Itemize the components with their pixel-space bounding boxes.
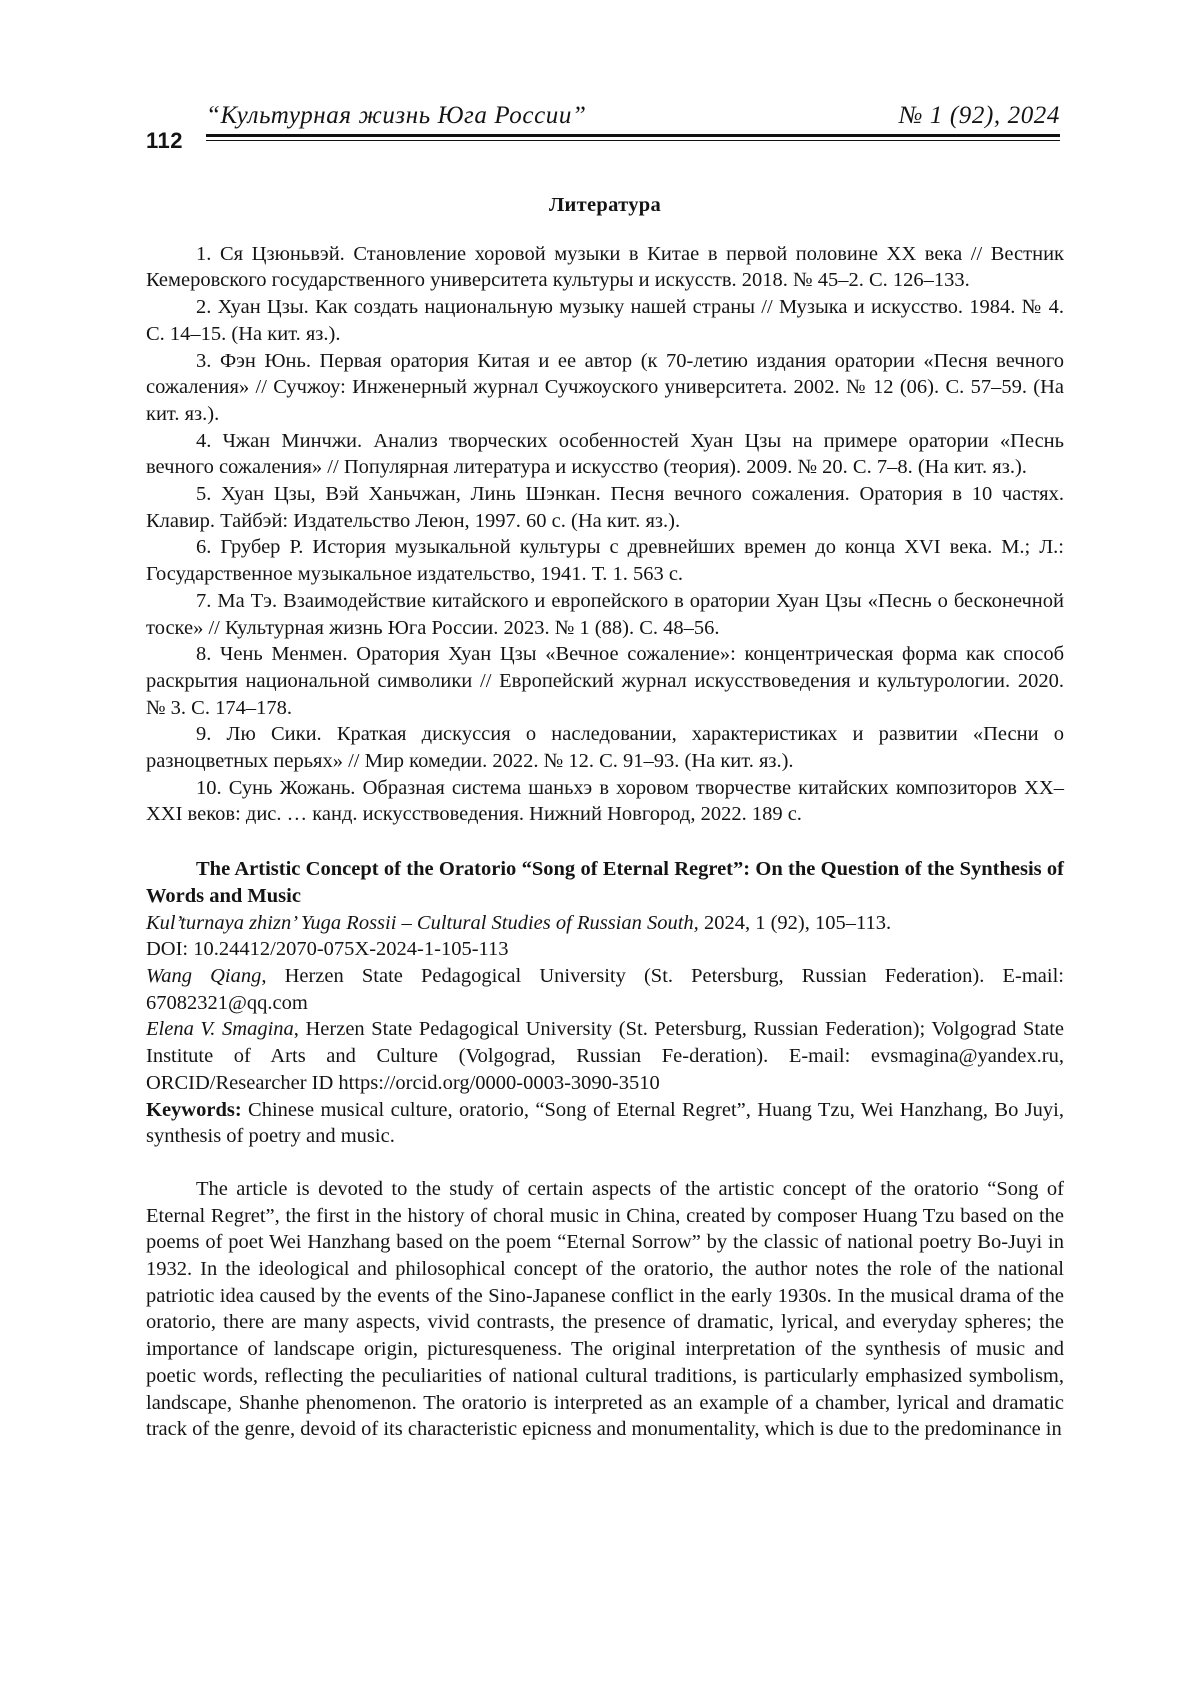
citation — [146, 910, 1064, 937]
keywords-label: Keywords: — [146, 1099, 242, 1121]
citation-journal: Kul’turnaya zhizn’ Yuga Rossii – Cultural Studies of Russian South, — [146, 912, 699, 934]
reference-item: 8. Чень Менмен. Оратория Хуан Цзы «Вечное сожаление»: концентрическая форма как способ раскрытия национальной символики // Европейский журнал искусствоведения и культурологии. 2020. № 3. С. 174–178. — [146, 641, 1064, 721]
reference-item: 5. Хуан Цзы, Вэй Ханьчжан, Линь Шэнкан. Песня вечного сожаления. Оратория в 10 частях. Клавир. Тайбэй: Издательство Леюн, 1997. 60 с. (На кит. яз.). — [146, 481, 1064, 534]
author-2-name: Elena V. Smagina — [146, 1018, 294, 1040]
reference-item: 6. Грубер Р. История музыкальной культуры с древнейших времен до конца XVI века. М.; Л.: Государственное музыкальное издательство, 1941. Т. 1. 563 с. — [146, 534, 1064, 587]
references-heading: Литература — [146, 192, 1064, 219]
keywords — [146, 1097, 1064, 1150]
page-number: 112 — [146, 128, 183, 154]
doi: DOI: 10.24412/2070-075X-2024-1-105-113 — [146, 936, 1064, 963]
references-list — [146, 241, 1064, 828]
reference-item: 9. Лю Сики. Краткая дискуссия о наследовании, характеристиках и развитии «Песни о разноцветных перьях» // Мир комедии. 2022. № 12. С. 91–93. (На кит. яз.). — [146, 721, 1064, 774]
reference-item: 2. Хуан Цзы. Как создать национальную музыку нашей страны // Музыка и искусство. 1984. № 4. С. 14–15. (На кит. яз.). — [146, 294, 1064, 347]
main-content — [146, 192, 1064, 1443]
reference-item: 7. Ма Тэ. Взаимодействие китайского и европейского в оратории Хуан Цзы «Песнь о бесконечной тоске» // Культурная жизнь Юга России. 2023. № 1 (88). С. 48–56. — [146, 588, 1064, 641]
reference-item: 10. Сунь Жожань. Образная система шаньхэ в хоровом творчестве китайских композиторов XX–XXI веков: дис. … канд. искусствоведения. Нижний Новгород, 2022. 189 с. — [146, 775, 1064, 828]
abstract-text: The article is devoted to the study of certain aspects of the artistic concept of the oratorio “Song of Eternal Regret”, the first in the history of choral music in China, created by composer Huang Tzu based on the poems of poet Wei Hanzhang based on the poem “Eternal Sorrow” by the classic of national poetry Bo-Juyi in 1932. In the ideological and philosophical concept of the oratorio, the author notes the role of the national patriotic idea caused by the events of the Sino-Japanese conflict in the early 1930s. In the musical drama of the oratorio, there are many aspects, vivid contrasts, the presence of dramatic, lyrical, and everyday spheres; the importance of landscape origin, picturesqueness. The original interpretation of the synthesis of music and poetic words, reflecting the peculiarities of national cultural traditions, is particularly emphasized symbolism, landscape, Shanhe phenomenon. The oratorio is interpreted as an example of a chamber, lyrical and dramatic track of the genre, devoid of its characteristic epicness and monumentality, which is due to the predominance in — [146, 1176, 1064, 1443]
english-abstract — [146, 856, 1064, 1443]
author-2 — [146, 1016, 1064, 1096]
reference-item: 4. Чжан Минчжи. Анализ творческих особенностей Хуан Цзы на примере оратории «Песнь вечного сожаления» // Популярная литература и искусство (теория). 2009. № 20. С. 7–8. (На кит. яз.). — [146, 428, 1064, 481]
abstract-title: The Artistic Concept of the Oratorio “Song of Eternal Regret”: On the Question of the Synthesis of Words and Music — [146, 856, 1064, 909]
citation-details: 2024, 1 (92), 105–113. — [699, 912, 891, 934]
author-1-affiliation: , Herzen State Pedagogical University (St. Petersburg, Russian Federation). E-mail: 67082321@qq.com — [146, 965, 1064, 1014]
keywords-list: Chinese musical culture, oratorio, “Song of Eternal Regret”, Huang Tzu, Wei Hanzhang, Bo Juyi, synthesis of poetry and music. — [146, 1099, 1064, 1148]
issue-number: № 1 (92), 2024 — [899, 102, 1060, 130]
author-2-affiliation: , Herzen State Pedagogical University (St. Petersburg, Russian Federation); Volgograd State Institute of Arts and Culture (Volgograd, Russian Fe-deration). E-mail: evsmagina@yandex.ru, ORCID/Researcher ID https://orcid.org/0000-0003-3090-3510 — [146, 1018, 1064, 1093]
journal-title: “Культурная жизнь Юга России” — [206, 102, 587, 130]
header-rule-thin — [206, 140, 1060, 141]
header-rule-thick — [206, 134, 1060, 137]
author-1-name: Wang Qiang — [146, 965, 261, 987]
page — [0, 0, 1200, 1698]
reference-item: 3. Фэн Юнь. Первая оратория Китая и ее автор (к 70-летию издания оратории «Песня вечного сожаления» // Сучжоу: Инженерный журнал Сучжоуского университета. 2002. № 12 (06). С. 57–59. (На кит. яз.). — [146, 348, 1064, 428]
reference-item: 1. Ся Цзюньвэй. Становление хоровой музыки в Китае в первой половине XX века // Вестник Кемеровского государственного университета культуры и искусств. 2018. № 45–2. С. 126–133. — [146, 241, 1064, 294]
author-1 — [146, 963, 1064, 1016]
